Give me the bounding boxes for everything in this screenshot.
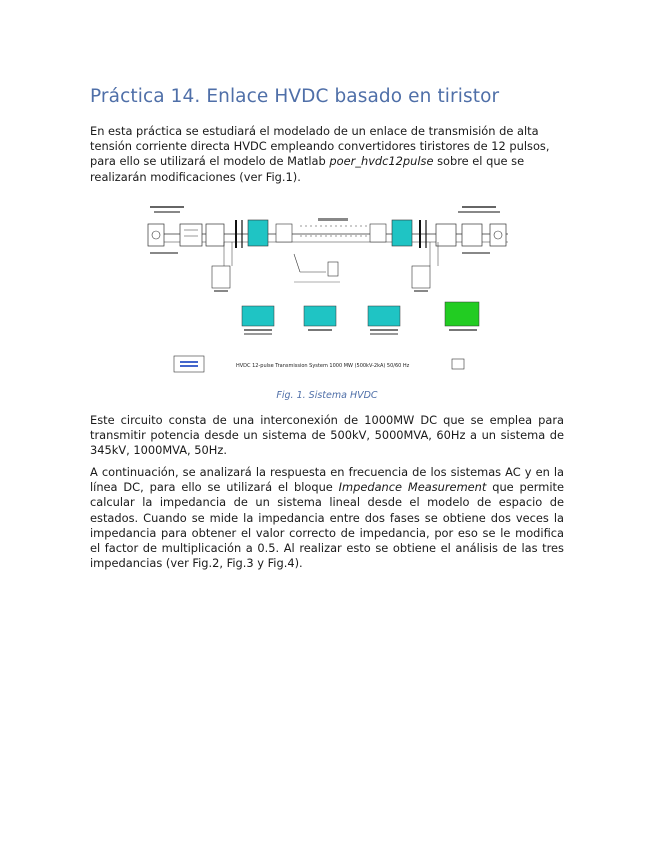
intro-text-before: En esta práctica se estudiará el modelado de un enlace de transmisión de alta tensión corriente directa HVDC empleando convertidores tiristores de 12 pulsos, para ello se utilizará el modelo de Matlab bbox=[90, 124, 550, 169]
intro-text-after: sobre el que se realizarán modificaciones (ver Fig.1). bbox=[90, 154, 525, 184]
powergui-block bbox=[174, 356, 204, 372]
dc-fault-block bbox=[328, 262, 338, 276]
inverter-control-block bbox=[368, 306, 400, 326]
page-title: Práctica 14. Enlace HVDC basado en tiristor bbox=[90, 86, 500, 107]
hvdc-system-diagram bbox=[140, 196, 520, 382]
right-ac-filters-block bbox=[412, 266, 430, 288]
model-title-text: HVDC 12-pulse Transmission System 1000 MW (500kV-2kA) 50/60 Hz bbox=[236, 363, 410, 369]
rectifier-block bbox=[248, 220, 268, 246]
right-ac-source-icon bbox=[490, 224, 506, 246]
frequency-analysis-paragraph bbox=[90, 465, 564, 571]
data-acquisition-block bbox=[445, 302, 479, 326]
left-filter-block bbox=[180, 224, 202, 246]
master-control-block bbox=[304, 306, 336, 326]
right-filter-block bbox=[436, 224, 456, 246]
hvdc-figure bbox=[140, 196, 520, 382]
analysis-text-before: A continuación, se analizará la respuesta en frecuencia de los sistemas AC y en la línea DC, para ello se utilizará el bloque bbox=[90, 465, 564, 495]
figure-caption: Fig. 1. Sistema HVDC bbox=[276, 390, 378, 401]
left-ac-filters-block bbox=[212, 266, 230, 288]
rectifier-control-block bbox=[242, 306, 274, 326]
intro-paragraph bbox=[90, 124, 564, 185]
left-ac-source-icon bbox=[148, 224, 164, 246]
info-block bbox=[452, 359, 464, 369]
circuit-description-paragraph: Este circuito consta de una interconexión de 1000MW DC que se emplea para transmitir potencia desde un sistema de 500kV, 5000MVA, 60Hz a un sistema de 345kV, 1000MVA, 50Hz. bbox=[90, 413, 564, 458]
model-name: poer_hvdc12pulse bbox=[329, 154, 434, 169]
inverter-block bbox=[392, 220, 412, 246]
block-name: Impedance Measurement bbox=[338, 480, 487, 495]
analysis-text-after: que permite calcular la impedancia de un sistema lineal desde el modelo de espacio de estados. Cuando se mide la impedancia entre dos fases se obtiene dos veces la impedancia para obtener el valor correcto de impedancia, por eso se le modifica el factor de multiplicación a 0.5. Al realizar esto se obtiene el análisis de las tres impedancias (ver Fig.2, Fig.3 y Fig.4). bbox=[90, 480, 564, 571]
